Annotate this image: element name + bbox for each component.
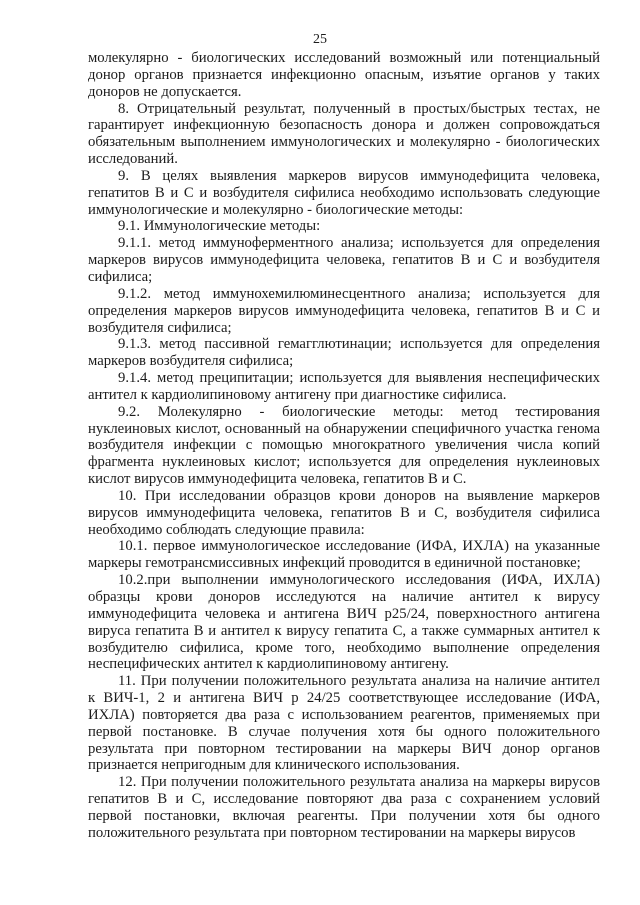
paragraph: 9.2. Молекулярно - биологические методы: метод тестирования нуклеиновых кислот, основанный на обнаружении специфичного участка генома возбудителя инфекции с помощью многократного увеличения числа копий фрагмента нуклеиновых кислот; используется для определения нуклеиновых кислот вирусов иммунодефицита человека, гепатитов В и С. bbox=[88, 403, 600, 488]
paragraph: 9.1.2. метод иммунохемилюминесцентного анализа; используется для определения маркеров вирусов иммунодефицита человека, гепатитов В и С и возбудителя сифилиса; bbox=[88, 285, 600, 336]
document-body bbox=[88, 50, 600, 842]
paragraph: 10.1. первое иммунологическое исследование (ИФА, ИХЛА) на указанные маркеры гемотрансмиссивных инфекций проводится в единичной постановке; bbox=[88, 538, 600, 572]
page-number: 25 bbox=[313, 32, 327, 47]
paragraph: 9.1. Иммунологические методы: bbox=[118, 218, 321, 235]
paragraph: 9.1.4. метод преципитации; используется для выявления неспецифических антител к кардиолипиновому антигену при диагностике сифилиса. bbox=[88, 370, 600, 403]
paragraph: 9.1.3. метод пассивной гемагглютинации; используется для определения маркеров возбудителя сифилиса; bbox=[88, 336, 600, 370]
paragraph: 12. При получении положительного результата анализа на маркеры вирусов гепатитов В и С, исследование повторяют два раза с сохранением условий первой постановки, включая реагенты. При получении хотя бы одного положительного результата при повторном тестировании на маркеры вирусов bbox=[88, 774, 600, 841]
paragraph: 8. Отрицательный результат, полученный в простых/быстрых тестах, не гарантирует инфекционную безопасность донора и должен сопровождаться обязательным выполнением иммунологических и молекулярно - биологических исследований. bbox=[88, 100, 600, 168]
paragraph: молекулярно - биологических исследований возможный или потенциальный донор органов признается инфекционно опасным, изъятие органов у таких доноров не допускается. bbox=[88, 50, 600, 100]
paragraph: 10. При исследовании образцов крови доноров на выявление маркеров вирусов иммунодефицита человека, гепатитов В и С, возбудителя сифилиса необходимо соблюдать следующие правила: bbox=[88, 487, 600, 538]
paragraph: 9. В целях выявления маркеров вирусов иммунодефицита человека, гепатитов В и С и возбудителя сифилиса необходимо использовать следующие иммунологические и молекулярно - биологические методы: bbox=[88, 167, 600, 218]
paragraph: 10.2.при выполнении иммунологического исследования (ИФА, ИХЛА) образцы крови доноров исследуются на наличие антител к вирусу иммунодефицита человека и антигена ВИЧ р25/24, поверхностного антигена вируса гепатита В и антител к вирусу гепатита С, а также суммарных антител к возбудителю сифилиса, кроме того, необходимо выполнение определения неспецифических антител к кардиолипиновому антигену. bbox=[88, 572, 600, 673]
paragraph: 11. При получении положительного результата анализа на наличие антител к ВИЧ-1, 2 и антигена ВИЧ р 24/25 соответствующее исследование (ИФА, ИХЛА) повторяется два раза с использованием реагентов, применяемых при первой постановке. В случае получения хотя бы одного положительного результата при повторном тестировании на маркеры ВИЧ донор органов признается непригодным для клинического использования. bbox=[88, 673, 600, 774]
paragraph: 9.1.1. метод иммуноферментного анализа; используется для определения маркеров вирусов иммунодефицита человека, гепатитов В и С и возбудителя сифилиса; bbox=[88, 235, 600, 285]
